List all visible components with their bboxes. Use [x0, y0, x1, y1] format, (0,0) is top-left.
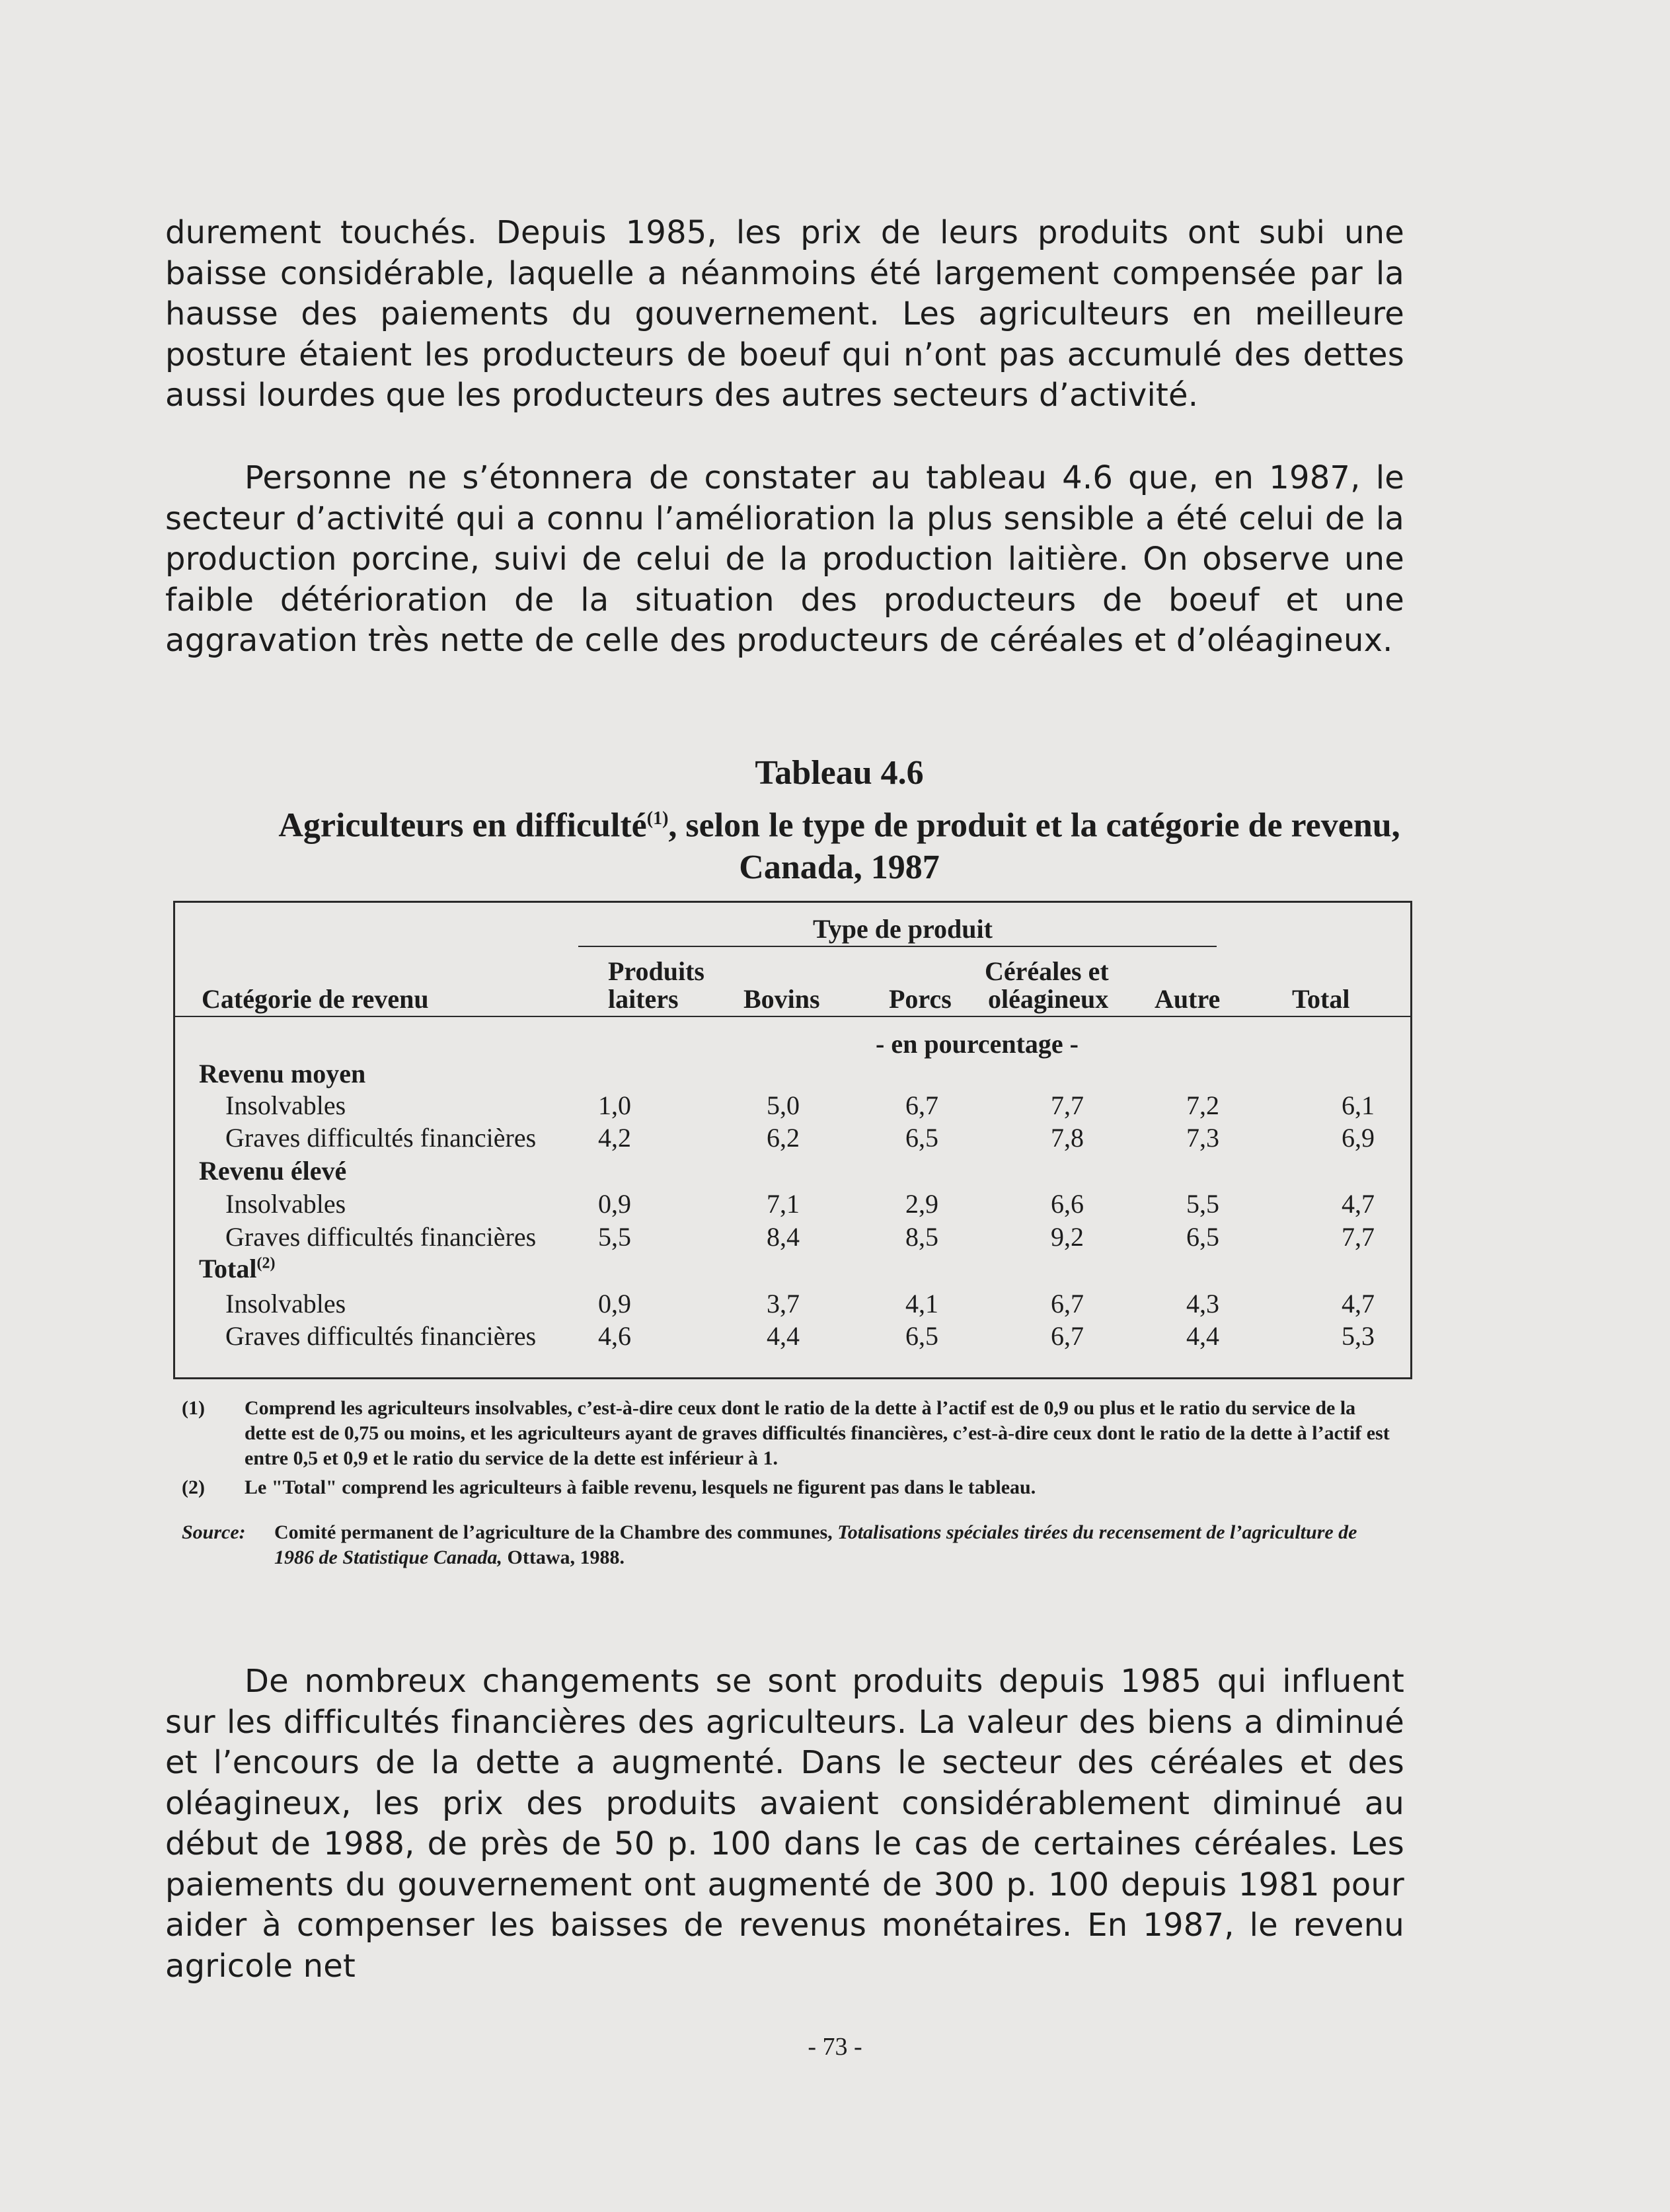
table-cell: 4,4	[1186, 1321, 1219, 1351]
group-label	[199, 1253, 275, 1284]
table-title-part1: Agriculteurs en difficulté	[278, 806, 647, 845]
col-dairy-header-line2: laiters	[608, 984, 679, 1014]
table-cell: 6,5	[905, 1321, 938, 1351]
group-label: Revenu moyen	[199, 1059, 366, 1088]
source-label: Source:	[182, 1521, 246, 1543]
table-cell: 4,2	[598, 1123, 631, 1153]
table-cell: 4,4	[767, 1321, 800, 1351]
body-paragraph-2: Personne ne s’étonnera de constater au tableau 4.6 que, en 1987, le secteur d’activité qui a connu l’amélioration la plus sensible a été celui de la production porcine, suivi de celui de la production laitière. On observe une faible détérioration de la situation des producteurs de boeuf et une aggravation très nette de celle des producteurs de céréales et d’oléagineux.	[165, 459, 1404, 659]
table-cell: 6,7	[1051, 1289, 1084, 1318]
source-text-plain: Comité permanent de l’agriculture de la Chambre des communes,	[274, 1521, 838, 1543]
table-cell: 6,1	[1342, 1090, 1375, 1120]
table-cell: 4,7	[1342, 1289, 1375, 1318]
col-cattle-header: Bovins	[743, 984, 820, 1014]
row-label: Graves difficultés financières	[225, 1321, 537, 1351]
table-cell: 8,5	[905, 1222, 938, 1252]
footnote-text: Le "Total" comprend les agriculteurs à faible revenu, lesquels ne figurent pas dans le tableau.	[245, 1476, 1036, 1498]
table-cell: 4,3	[1186, 1289, 1219, 1318]
table-cell: 6,9	[1342, 1123, 1375, 1153]
type-header: Type de produit	[813, 914, 993, 944]
row-label: Insolvables	[225, 1289, 346, 1318]
table-cell: 4,1	[905, 1289, 938, 1318]
table-cell: 8,4	[767, 1222, 800, 1252]
col-grains-header-line2: oléagineux	[988, 984, 1109, 1014]
table-cell: 7,3	[1186, 1123, 1219, 1153]
table-title-part2: , selon le type de produit et la catégorie de revenu,	[668, 806, 1400, 845]
source-text-italic: Totalisations spéciales tirées du recensement de l’agriculture de 1986 de Statistique Canada,	[274, 1521, 1357, 1568]
header-rule	[175, 1016, 1410, 1017]
category-header: Catégorie de revenu	[202, 984, 429, 1014]
body-paragraph-1: durement touchés. Depuis 1985, les prix de leurs produits ont subi une baisse considérable, laquelle a néanmoins été largement compensée par la hausse des paiements du gouvernement. Les agriculteurs en meilleure posture étaient les producteurs de boeuf qui n’ont pas accumulé des dettes aussi lourdes que les producteurs des autres secteurs d’activité.	[165, 214, 1404, 414]
table-label: Tableau 4.6	[755, 754, 924, 792]
table-cell: 7,7	[1051, 1090, 1084, 1120]
table-title-footnote-ref: (1)	[646, 808, 669, 829]
table-cell: 7,1	[767, 1189, 800, 1219]
table-cell: 2,9	[905, 1189, 938, 1219]
group-label: Revenu élevé	[199, 1156, 347, 1186]
footnote-text: Comprend les agriculteurs insolvables, c’est-à-dire ceux dont le ratio de la dette à l’actif est de 0,9 ou plus et le ratio du service de la dette est de 0,75 ou moins, et les agriculteurs ayant de graves difficultés financières, c’est-à-dire ceux dont le ratio de la dette à l’actif est entre 0,5 et 0,9 et le ratio du service de la dette est inférieur à 1.	[245, 1397, 1390, 1469]
group-label-text: Total	[199, 1254, 257, 1283]
table-cell: 6,7	[1051, 1321, 1084, 1351]
table-cell: 4,7	[1342, 1189, 1375, 1219]
unit-label: - en pourcentage -	[876, 1029, 1079, 1059]
col-total-header: Total	[1292, 984, 1350, 1014]
table-cell: 0,9	[598, 1189, 631, 1219]
col-other-header: Autre	[1155, 984, 1221, 1014]
table-cell: 5,5	[598, 1222, 631, 1252]
table-cell: 5,5	[1186, 1189, 1219, 1219]
table-cell: 4,6	[598, 1321, 631, 1351]
source-text	[274, 1520, 1391, 1570]
table-cell: 5,3	[1342, 1321, 1375, 1351]
data-table	[173, 901, 1412, 1379]
table-cell: 3,7	[767, 1289, 800, 1318]
row-label: Insolvables	[225, 1189, 346, 1219]
table-cell: 6,5	[1186, 1222, 1219, 1252]
source-text-end: Ottawa, 1988.	[502, 1546, 625, 1568]
table-cell: 6,2	[767, 1123, 800, 1153]
table-title-line2: Canada, 1987	[739, 849, 940, 887]
table-cell: 5,0	[767, 1090, 800, 1120]
table-cell: 6,5	[905, 1123, 938, 1153]
row-label: Graves difficultés financières	[225, 1123, 537, 1153]
footnote-number: (1)	[182, 1397, 205, 1419]
group-label-footnote-ref: (2)	[256, 1254, 276, 1272]
table-cell: 6,7	[905, 1090, 938, 1120]
table-cell: 0,9	[598, 1289, 631, 1318]
col-dairy-header-line1: Produits	[608, 956, 704, 986]
col-grains-header-line1: Céréales et	[985, 956, 1109, 986]
page-number: - 73 -	[808, 2033, 862, 2061]
row-label: Insolvables	[225, 1090, 346, 1120]
type-header-rule	[578, 946, 1217, 947]
footnote-number: (2)	[182, 1476, 205, 1498]
table-cell: 7,7	[1342, 1222, 1375, 1252]
table-cell: 7,8	[1051, 1123, 1084, 1153]
table-cell: 6,6	[1051, 1189, 1084, 1219]
row-label: Graves difficultés financières	[225, 1222, 537, 1252]
table-cell: 7,2	[1186, 1090, 1219, 1120]
body-paragraph-3: De nombreux changements se sont produits depuis 1985 qui influent sur les difficultés financières des agriculteurs. La valeur des biens a diminué et l’encours de la dette a augmenté. Dans le secteur des céréales et des oléagineux, les prix des produits avaient considérablement diminué au début de 1988, de près de 50 p. 100 dans le cas de certaines céréales. Les paiements du gouvernement ont augmenté de 300 p. 100 depuis 1981 pour aider à compenser les baisses de revenus monétaires. En 1987, le revenu agricole net	[165, 1663, 1404, 1985]
table-cell: 9,2	[1051, 1222, 1084, 1252]
col-hogs-header: Porcs	[889, 984, 952, 1014]
table-cell: 1,0	[598, 1090, 631, 1120]
table-title	[159, 798, 1520, 889]
